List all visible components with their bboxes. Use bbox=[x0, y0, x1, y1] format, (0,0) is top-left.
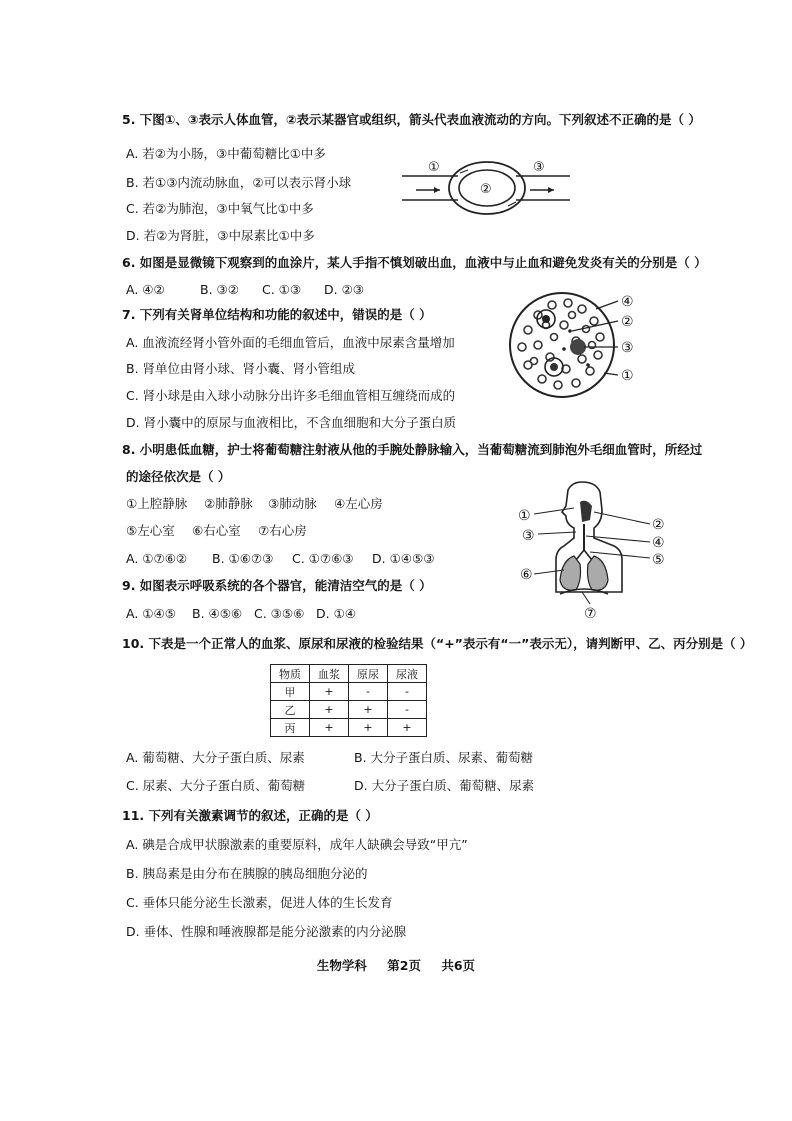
q5-option-d: D. 若②为肾脏，③中尿素比①中多 bbox=[126, 228, 315, 243]
footer-subject: 生物学科 bbox=[316, 958, 367, 973]
q10-stem: 10. 下表是一个正常人的血浆、原尿和尿液的检验结果（“+”表示有“一”表示无），请判断甲、乙、丙分别是（ ） bbox=[122, 636, 753, 651]
q11-option-a: A. 碘是合成甲状腺激素的重要原料，成年人缺碘会导致“甲亢” bbox=[126, 837, 468, 852]
q5-stem: 5. 下图①、③表示人体血管，②表示某器官或组织，箭头代表血液流动的方向。下列叙述不正确的是（ ） bbox=[122, 112, 701, 127]
q11-option-d: D. 垂体、性腺和唾液腺都是能分泌激素的内分泌腺 bbox=[126, 924, 407, 939]
page-footer bbox=[0, 956, 792, 974]
table-header-cell: 原尿 bbox=[349, 665, 388, 683]
q11-option-b: B. 胰岛素是由分布在胰腺的胰岛细胞分泌的 bbox=[126, 866, 368, 881]
q6-option-b: B. ③② bbox=[200, 282, 239, 297]
q6-option-a: A. ④② bbox=[126, 282, 165, 297]
q11-stem: 11. 下列有关激素调节的叙述，正确的是（ ） bbox=[122, 808, 378, 823]
q10-option-a: A. 葡萄糖、大分子蛋白质、尿素 bbox=[126, 750, 305, 765]
q10-table bbox=[270, 664, 427, 737]
q9-label-2: ② bbox=[652, 517, 665, 533]
q9-label-4: ④ bbox=[652, 535, 665, 551]
footer-total: 共6页 bbox=[441, 958, 476, 973]
footer-page: 第2页 bbox=[387, 958, 421, 973]
q11-option-c: C. 垂体只能分泌生长激素，促进人体的生长发育 bbox=[126, 895, 393, 910]
q9-option-c: C. ③⑤⑥ bbox=[254, 606, 305, 621]
blood-vessel-diagram bbox=[400, 150, 572, 230]
q9-option-b: B. ④⑤⑥ bbox=[192, 606, 243, 621]
q10-option-b: B. 大分子蛋白质、尿素、葡萄糖 bbox=[354, 750, 534, 765]
table-row bbox=[271, 683, 427, 701]
q8-option-c: C. ①⑦⑥③ bbox=[292, 551, 354, 566]
q9-label-3: ③ bbox=[522, 528, 535, 544]
q9-label-7: ⑦ bbox=[584, 606, 597, 620]
table-header-cell: 物质 bbox=[271, 665, 310, 683]
respiratory-system-diagram bbox=[516, 480, 672, 620]
q6-label-3: ③ bbox=[621, 340, 634, 356]
q8-option-d: D. ①④⑤③ bbox=[372, 551, 435, 566]
q5-option-b: B. 若①③内流动脉血，②可以表示肾小球 bbox=[126, 175, 352, 190]
q6-label-1: ① bbox=[621, 368, 634, 384]
q7-option-d: D. 肾小囊中的原尿与血液相比，不含血细胞和大分子蛋白质 bbox=[126, 415, 457, 430]
blood-smear-diagram bbox=[508, 285, 648, 411]
table-header-cell: 血浆 bbox=[310, 665, 349, 683]
q5-label-1: ① bbox=[428, 160, 440, 175]
q7-option-a: A. 血液流经肾小管外面的毛细血管后，血液中尿素含量增加 bbox=[126, 335, 455, 350]
q6-label-4: ④ bbox=[621, 294, 634, 310]
q8-stem-line1: 8. 小明患低血糖，护士将葡萄糖注射液从他的手腕处静脉输入，当葡萄糖流到肺泡外毛细血管时，所经过 bbox=[122, 442, 703, 457]
q6-option-d: D. ②③ bbox=[324, 282, 364, 297]
q8-item-3: ③肺动脉 bbox=[268, 496, 317, 511]
q8-item-4: ④左心房 bbox=[334, 496, 383, 511]
table-cell: - bbox=[388, 683, 427, 701]
q9-stem: 9. 如图表示呼吸系统的各个器官，能清洁空气的是（ ） bbox=[122, 578, 432, 593]
q5-label-3: ③ bbox=[533, 160, 545, 175]
q10-option-c: C. 尿素、大分子蛋白质、葡萄糖 bbox=[126, 778, 306, 793]
table-row bbox=[271, 701, 427, 719]
table-header-cell: 尿液 bbox=[388, 665, 427, 683]
table-cell: + bbox=[388, 719, 427, 737]
table-cell: + bbox=[349, 719, 388, 737]
q8-stem-line2: 的途径依次是（ ） bbox=[126, 469, 231, 484]
q8-option-b: B. ①⑥⑦③ bbox=[212, 551, 274, 566]
table-cell: + bbox=[310, 719, 349, 737]
q9-option-a: A. ①④⑤ bbox=[126, 606, 176, 621]
table-cell: + bbox=[310, 683, 349, 701]
q8-option-a: A. ①⑦⑥② bbox=[126, 551, 188, 566]
q9-label-5: ⑤ bbox=[652, 552, 665, 568]
q6-stem: 6. 如图是显微镜下观察到的血涂片，某人手指不慎划破出血，血液中与止血和避免发炎有关的分别是（ ） bbox=[122, 255, 707, 270]
q5-option-a: A. 若②为小肠，③中葡萄糖比①中多 bbox=[126, 146, 326, 161]
q8-item-5: ⑤左心室 bbox=[126, 523, 175, 538]
q8-item-7: ⑦右心房 bbox=[258, 523, 307, 538]
q10-option-d: D. 大分子蛋白质、葡萄糖、尿素 bbox=[354, 778, 535, 793]
table-cell: 甲 bbox=[271, 683, 310, 701]
q7-stem: 7. 下列有关肾单位结构和功能的叙述中，错误的是（ ） bbox=[122, 307, 432, 322]
table-cell: + bbox=[349, 701, 388, 719]
q7-option-b: B. 肾单位由肾小球、肾小囊、肾小管组成 bbox=[126, 361, 356, 376]
q8-item-1: ①上腔静脉 bbox=[126, 496, 188, 511]
table-cell: 乙 bbox=[271, 701, 310, 719]
table-cell: + bbox=[310, 701, 349, 719]
table-cell: - bbox=[388, 701, 427, 719]
q8-item-6: ⑥右心室 bbox=[192, 523, 241, 538]
q6-option-c: C. ①③ bbox=[262, 282, 302, 297]
q5-label-2: ② bbox=[480, 182, 492, 197]
q8-item-2: ②肺静脉 bbox=[204, 496, 253, 511]
q5-option-c: C. 若②为肺泡，③中氧气比①中多 bbox=[126, 201, 314, 216]
q9-option-d: D. ①④ bbox=[316, 606, 356, 621]
q6-label-2: ② bbox=[621, 314, 634, 330]
table-row bbox=[271, 719, 427, 737]
q9-label-6: ⑥ bbox=[520, 567, 533, 583]
table-cell: - bbox=[349, 683, 388, 701]
table-header-row bbox=[271, 665, 427, 683]
q7-option-c: C. 肾小球是由入球小动脉分出许多毛细血管相互缠绕而成的 bbox=[126, 388, 456, 403]
table-cell: 丙 bbox=[271, 719, 310, 737]
q9-label-1: ① bbox=[518, 508, 531, 524]
